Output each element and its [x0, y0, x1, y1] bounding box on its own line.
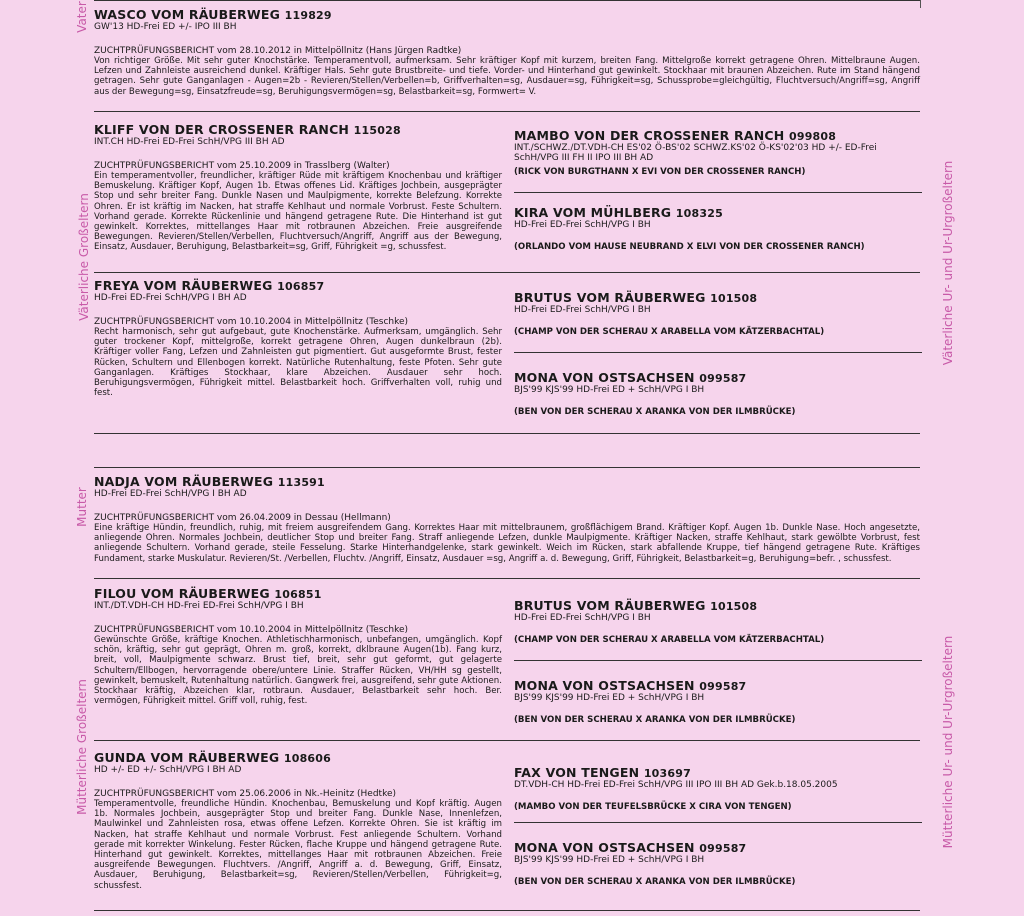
dog-titles: BJS'99 KJS'99 HD-Frei ED + SchH/VPG I BH — [514, 385, 705, 395]
divider — [94, 740, 920, 741]
dog-titles: HD-Frei ED-Frei SchH/VPG I BH — [514, 220, 651, 230]
dog-name: MONA VON OSTSACHSEN 099587 — [514, 840, 747, 855]
dog-titles: GW'13 HD-Frei ED +/- IPO III BH — [94, 22, 237, 32]
dog-titles: HD-Frei ED-Frei SchH/VPG I BH — [514, 305, 651, 315]
divider — [514, 660, 922, 661]
dog-entry-gunda — [94, 750, 502, 891]
dog-entry-brutus — [514, 598, 914, 645]
dog-name: WASCO VOM RÄUBERWEG 119829 — [94, 7, 332, 22]
dog-entry-kliff — [94, 122, 502, 253]
dog-name: GUNDA VOM RÄUBERWEG 108606 — [94, 750, 331, 765]
divider — [514, 822, 922, 823]
side-label-vaterliche-urgrosseltern: Väterliche Ur- und Ur-Urgroßeltern — [941, 160, 955, 366]
divider — [94, 578, 920, 579]
dog-parents: (BEN VON DER SCHERAU X ARANKA VON DER ILMBRÜCKE) — [514, 877, 796, 887]
dog-entry-mona — [514, 370, 914, 417]
dog-entry-freya — [94, 278, 502, 398]
divider — [94, 910, 920, 911]
report-heading: ZUCHTPRÜFUNGSBERICHT vom 25.06.2006 in Nk.-Heinitz (Hedtke) — [94, 789, 397, 799]
dog-parents: (CHAMP VON DER SCHERAU X ARABELLA VOM KÄTZERBACHTAL) — [514, 327, 825, 337]
dog-name: KLIFF VON DER CROSSENER RANCH 115028 — [94, 122, 401, 137]
dog-entry-mona — [514, 840, 914, 887]
dog-titles: DT.VDH-CH HD-Frei ED-Frei SchH/VPG III IPO III BH AD Gek.b.18.05.2005 — [514, 780, 838, 790]
dog-titles: HD +/- ED +/- SchH/VPG I BH AD — [94, 765, 242, 775]
dog-name: FAX VON TENGEN 103697 — [514, 765, 691, 780]
dog-name: FILOU VOM RÄUBERWEG 106851 — [94, 586, 322, 601]
report-heading: ZUCHTPRÜFUNGSBERICHT vom 26.04.2009 in Dessau (Hellmann) — [94, 513, 391, 523]
dog-name: BRUTUS VOM RÄUBERWEG 101508 — [514, 598, 758, 613]
dog-name: MONA VON OSTSACHSEN 099587 — [514, 678, 747, 693]
report-heading: ZUCHTPRÜFUNGSBERICHT vom 10.10.2004 in Mittelpöllnitz (Teschke) — [94, 317, 409, 327]
dog-parents: (ORLANDO VOM HAUSE NEUBRAND X ELVI VON DER CROSSENER RANCH) — [514, 242, 865, 252]
dog-entry-fax — [514, 765, 914, 812]
divider — [514, 192, 922, 193]
report-heading: ZUCHTPRÜFUNGSBERICHT vom 25.10.2009 in Trasslberg (Walter) — [94, 161, 390, 171]
dog-titles: INT.CH HD-Frei ED-Frei SchH/VPG III BH AD — [94, 137, 285, 147]
dog-parents: (CHAMP VON DER SCHERAU X ARABELLA VOM KÄTZERBACHTAL) — [514, 635, 825, 645]
side-label-mutter: Mutter — [75, 487, 89, 527]
dog-titles: HD-Frei ED-Frei SchH/VPG I BH — [514, 613, 651, 623]
report-text: Gewünschte Größe, kräftige Knochen. Athletischharmonisch, unbefangen, umgänglich. Kopf schön, kräftig, sehr gut geprägt, Ohren m. groß, korrekt, dklbraune Augen(1b). Fang kurz, breit, voll, Maulpigmente schwarz. Brust tief, breit, sehr gut geformt, gut gelagerte Schultern/Ellbogen, hervorragende obere/untere Linie. Straffer Rücken, VH/HH sg gestellt, gewinkelt, bemuskelt, Rutenhaltung natürlich. Gangwerk frei, ausgreifend, sehr gute Aktionen. Stockhaar kräftig, Abzeichen klar, rotbraun. Ausdauer, Belastbarkeit sehr hoch. Ber. vermögen, Führigkeit mittel. Griff voll, ruhig, fest. — [94, 635, 502, 707]
dog-entry-vater — [94, 7, 920, 97]
divider — [94, 433, 920, 434]
side-label-mutterliche-grosseltern: Mütterliche Großeltern — [75, 679, 89, 815]
dog-name: NADJA VOM RÄUBERWEG 113591 — [94, 474, 325, 489]
dog-titles: BJS'99 KJS'99 HD-Frei ED + SchH/VPG I BH — [514, 693, 705, 703]
dog-parents: (MAMBO VON DER TEUFELSBRÜCKE X CIRA VON TENGEN) — [514, 802, 792, 812]
dog-name: MONA VON OSTSACHSEN 099587 — [514, 370, 747, 385]
divider — [514, 352, 922, 353]
dog-titles: INT./SCHWZ./DT.VDH-CH ES'02 Ö-BS'02 SCHWZ.KS'02 Ö-KS'02'03 HD +/- ED-Frei SchH/VPG III FH II IPO III BH AD — [514, 143, 877, 163]
dog-name: KIRA VOM MÜHLBERG 108325 — [514, 205, 723, 220]
side-label-vaterliche-grosseltern: Väterliche Großeltern — [77, 193, 91, 321]
dog-titles: BJS'99 KJS'99 HD-Frei ED + SchH/VPG I BH — [514, 855, 705, 865]
report-text: Von richtiger Größe. Mit sehr guter Knochstärke. Temperamentvoll, aufmerksam. Sehr kräftiger Kopf mit kurzem, breiten Fang. Mittelgroße korrekt getragene Ohren. Mittelbraune Augen. Lefzen und Zahnleiste ausreichend dunkel. Kräftiger Hals. Sehr gute Brustbreite- und tiefe. Vorder- und Hinterhand gut gewinkelt. Stockhaar mit braunen Abzeichen. Rute im Stand hängend getragen. Sehr gute Ganganlagen - Augen=2b - Revieren/Stellen/Verbellen=b, Griffverhalten=sg, Ausdauer=sg, Führigkeit=sg, Schussprobe=gleichgültig, Fluchtversuch/Angriff=sg, Angriff aus der Bewegung=sg, Einsatzfreude=sg, Beruhigungsvermögen=sg, Belastbarkeit=sg, Formwert= V. — [94, 56, 920, 97]
report-heading: ZUCHTPRÜFUNGSBERICHT vom 28.10.2012 in Mittelpöllnitz (Hans Jürgen Radtke) — [94, 46, 462, 56]
divider — [94, 111, 920, 112]
dog-parents: (BEN VON DER SCHERAU X ARANKA VON DER ILMBRÜCKE) — [514, 407, 796, 417]
divider — [94, 467, 920, 468]
report-text: Recht harmonisch, sehr gut aufgebaut, gute Knochenstärke. Aufmerksam, umgänglich. Sehr guter trockener Kopf, mittelgroße, korrekt getragene Ohren, Augen dunkelbraun (2b). Kräftiger voller Fang, Lefzen und Zahnleisten gut pigmentiert. Gut ausgeformte Brust, fester Rücken, Schultern und Ellenbogen korrekt. Natürliche Rutenhaltung, feste Pfoten. Sehr gute Ganganlagen. Kräftiges Stockhaar, klare Abzeichen. Ausdauer sehr hoch. Beruhigungsvermögen, Führigkeit mittel. Belastbarkeit hoch. Griffverhalten voll, ruhig und fest. — [94, 327, 502, 399]
divider — [94, 0, 920, 1]
dog-entry-brutus — [514, 290, 914, 337]
dog-titles: INT./DT.VDH-CH HD-Frei ED-Frei SchH/VPG I BH — [94, 601, 304, 611]
dog-titles: HD-Frei ED-Frei SchH/VPG I BH AD — [94, 293, 247, 303]
dog-name: BRUTUS VOM RÄUBERWEG 101508 — [514, 290, 758, 305]
report-heading: ZUCHTPRÜFUNGSBERICHT vom 10.10.2004 in Mittelpöllnitz (Teschke) — [94, 625, 409, 635]
dog-name: MAMBO VON DER CROSSENER RANCH 099808 — [514, 128, 837, 143]
side-label-vater: Vater — [75, 1, 89, 33]
divider — [920, 0, 921, 8]
report-text: Eine kräftige Hündin, freundlich, ruhig, mit freiem ausgreifendem Gang. Korrektes Haar mit mittelbraunem, großflächigem Brand. Kräftiger Kopf. Augen 1b. Dunkle Nase. Hoch angesetzte, anliegende Ohren. Normales Jochbein, deutlicher Stop und breiter Fang. Straff anliegende Lefzen, dunkle Maulpigmente. Kräftiger Nacken, straffe Kehlhaut, stark gewölbte Vorbrust, fest anliegende Schultern. Vorhand gerade, steile Fesselung. Starke Hinterhandgelenke, stark gewinkelt. Weich im Rücken, stark abfallende Kruppe, tief hängend getragene Rute. Kräftiges Fundament, starke Muskulatur. Revieren/St. /Verbellen, Fluchtv. /Angriff, Einsatz, Ausdauer =sg, Angriff a. d. Bewegung, Griff, Führigkeit, Belastbarkeit=g, Beruhigung=befr. , schussfest. — [94, 523, 920, 564]
report-text: Ein temperamentvoller, freundlicher, kräftiger Rüde mit kräftigem Knochenbau und kräftiger Bemuskelung. Kräftiger Kopf, Augen 1b. Etwas offenes Lid. Kräftiges Jochbein, ausgeprägter Stop und sehr breiter Fang. Dunkle Nasen und Maulpigmente, korrekte Belefzung. Korrekte Ohren. Er ist kräftig im Nacken, hat straffe Kehlhaut und normale Vorbrust. Feste Schultern. Vorhand gerade. Korrekte Rückenlinie und hängend getragene Rute. Die Hinterhand ist gut gewinkelt. Korrektes, mittellanges Haar mit rotbraunen Abzeichen. Freie ausgreifende Bewegungen. Revieren/Stellen/Verbellen, Fluchtversuch/Angriff, Angriff aus der Bewegung, Einsatz, Ausdauer, Beruhigung, Belastbarkeit=sg, Griff, Führigkeit =g, schussfest. — [94, 171, 502, 253]
dog-entry-kira — [514, 205, 914, 252]
dog-parents: (BEN VON DER SCHERAU X ARANKA VON DER ILMBRÜCKE) — [514, 715, 796, 725]
divider — [94, 272, 920, 273]
side-label-mutterliche-urgrosseltern: Mütterliche Ur- und Ur-Urgroßeltern — [941, 635, 955, 849]
dog-entry-mona — [514, 678, 914, 725]
dog-entry-nadja — [94, 474, 920, 564]
dog-entry-mambo — [514, 128, 914, 177]
dog-titles: HD-Frei ED-Frei SchH/VPG I BH AD — [94, 489, 247, 499]
dog-name: FREYA VOM RÄUBERWEG 106857 — [94, 278, 325, 293]
report-text: Temperamentvolle, freundliche Hündin. Knochenbau, Bemuskelung und Kopf kräftig. Augen 1b. Normales Jochbein, ausgeprägter Stop und breiter Fang. Dunkle Nase, Innenlefzen, Maulwinkel und Zahnleisten rosa, etwas offene Lefzen. Korrekte Ohren. Sie ist kräftig im Nacken, hat straffe Kehlhaut und normale Vorbrust. Fest anliegende Schultern. Vorhand gerade mit korrekter Winkelung. Fester Rücken, flache Kruppe und hängend getragene Rute. Hinterhand gut gewinkelt. Korrektes, mittellanges Haar mit rotbraunen Abzeichen. Freie ausgreifende Bewegungen. Fluchtvers. /Angriff, Angriff a. d. Bewegung, Griff, Einsatz, Ausdauer, Beruhigung, Belastbarkeit=sg, Revieren/Stellen/Verbellen, Führigkeit=g, schussfest. — [94, 799, 502, 891]
dog-entry-filou — [94, 586, 502, 706]
dog-parents: (RICK VON BURGTHANN X EVI VON DER CROSSENER RANCH) — [514, 167, 806, 177]
